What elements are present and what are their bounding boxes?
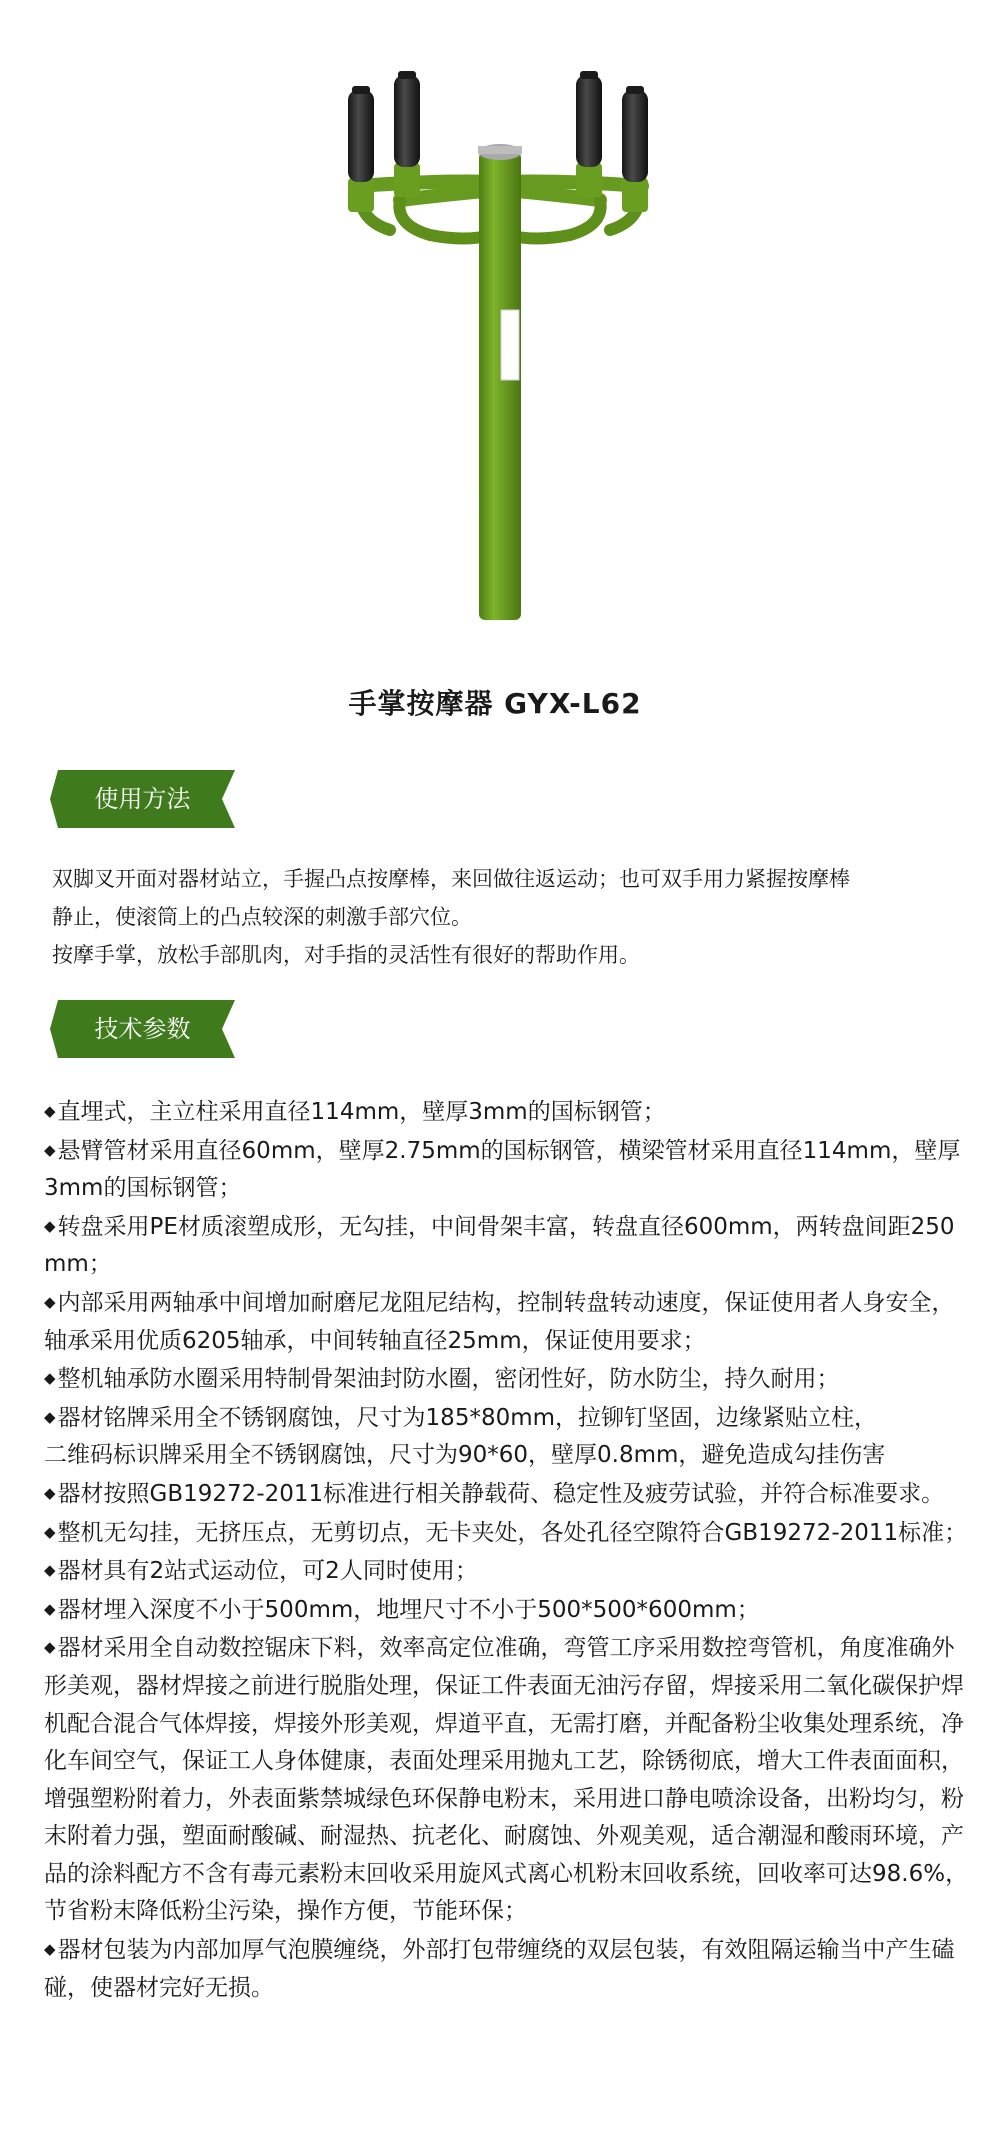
- spec-item: ◆器材包装为内部加厚气泡膜缠绕，外部打包带缠绕的双层包装，有效阻隔运输当中产生磕碰，使器材完好无损。: [44, 1937, 955, 2001]
- palm-massager-illustration: [300, 60, 700, 630]
- bullet-icon: ◆: [44, 1561, 56, 1580]
- spec-item: ◆整机无勾挂，无挤压点，无剪切点，无卡夹处，各处孔径空隙符合GB19272-2011标准；: [44, 1519, 968, 1546]
- usage-heading: 使用方法: [94, 785, 191, 813]
- spec-item: ◆器材埋入深度不小于500mm，地埋尺寸不小于500*500*600mm；: [44, 1596, 760, 1623]
- spec-item-continuation: 二维码标识牌采用全不锈钢腐蚀，尺寸为90*60，壁厚0.8mm，避免造成勾挂伤害: [44, 1442, 886, 1469]
- bullet-icon: ◆: [44, 1940, 56, 1959]
- product-image: [300, 60, 700, 630]
- usage-paragraph: 双脚叉开面对器材站立，手握凸点按摩棒，来回做往返运动；也可双手用力紧握按摩棒: [52, 867, 850, 891]
- bullet-icon: ◆: [44, 1483, 56, 1502]
- spec-item: ◆转盘采用PE材质滚塑成形，无勾挂，中间骨架丰富，转盘直径600mm，两转盘间距250mm；: [44, 1213, 955, 1278]
- bullet-icon: ◆: [44, 1599, 56, 1618]
- spec-item: ◆整机轴承防水圈采用特制骨架油封防水圈，密闭性好，防水防尘，持久耐用；: [44, 1366, 840, 1393]
- specs-heading: 技术参数: [94, 1015, 191, 1043]
- bullet-icon: ◆: [44, 1292, 56, 1311]
- usage-paragraph: 按摩手掌，放松手部肌肉，对手指的灵活性有很好的帮助作用。: [52, 943, 640, 967]
- nameplate: [501, 310, 519, 380]
- main-pole: [479, 152, 521, 620]
- usage-description: [52, 860, 952, 974]
- bullet-icon: ◆: [44, 1369, 56, 1388]
- bullet-icon: ◆: [44, 1407, 56, 1426]
- product-title: 手掌按摩器 GYX-L62: [348, 687, 642, 720]
- spec-list: [44, 1093, 969, 2007]
- bullet-icon: ◆: [44, 1522, 56, 1541]
- spec-item: ◆直埋式，主立柱采用直径114mm，壁厚3mm的国标钢管；: [44, 1099, 666, 1125]
- spec-item: ◆悬臂管材采用直径60mm，壁厚2.75mm的国标钢管，横梁管材采用直径114mm，壁厚3mm的国标钢管；: [44, 1137, 961, 1202]
- bullet-icon: ◆: [44, 1216, 56, 1235]
- specs-heading-ribbon: [50, 1000, 235, 1058]
- spec-item: ◆器材具有2站式运动位，可2人同时使用；: [44, 1558, 478, 1585]
- spec-item: ◆内部采用两轴承中间增加耐磨尼龙阻尼结构，控制转盘转动速度，保证使用者人身安全，轴承采用优质6205轴承，中间转轴直径25mm，保证使用要求；: [44, 1289, 955, 1354]
- usage-paragraph: 静止，使滚筒上的凸点较深的刺激手部穴位。: [52, 905, 472, 929]
- spec-item: ◆器材采用全自动数控锯床下料，效率高定位准确，弯管工序采用数控弯管机，角度准确外形美观，器材焊接之前进行脱脂处理，保证工件表面无油污存留，焊接采用二氧化碳保护焊机配合混合气体焊接，焊接外形美观，焊道平直，无需打磨，并配备粉尘收集处理系统，净化车间空气，保证工人身体健康，表面处理采用抛丸工艺，除锈彻底，增大工件表面面积，增强塑粉附着力，外表面紫禁城绿色环保静电粉末，采用进口静电喷涂设备，出粉均匀，粉末附着力强，塑面耐酸碱、耐湿热、抗老化、耐腐蚀、外观美观，适合潮湿和酸雨环境，产品的涂料配方不含有毒元素粉末回收采用旋风式离心机粉末回收系统，回收率可达98.6%，节省粉末降低粉尘污染，操作方便，节能环保；: [44, 1635, 969, 1925]
- bullet-icon: ◆: [44, 1638, 56, 1657]
- spec-item: ◆器材铭牌采用全不锈钢腐蚀，尺寸为185*80mm，拉铆钉坚固，边缘紧贴立柱，: [44, 1404, 878, 1431]
- usage-heading-ribbon: [50, 770, 235, 828]
- bullet-icon: ◆: [44, 1102, 56, 1120]
- spec-item: ◆器材按照GB19272-2011标准进行相关静载荷、稳定性及疲劳试验，并符合标准要求。: [44, 1480, 945, 1507]
- bullet-icon: ◆: [44, 1140, 56, 1159]
